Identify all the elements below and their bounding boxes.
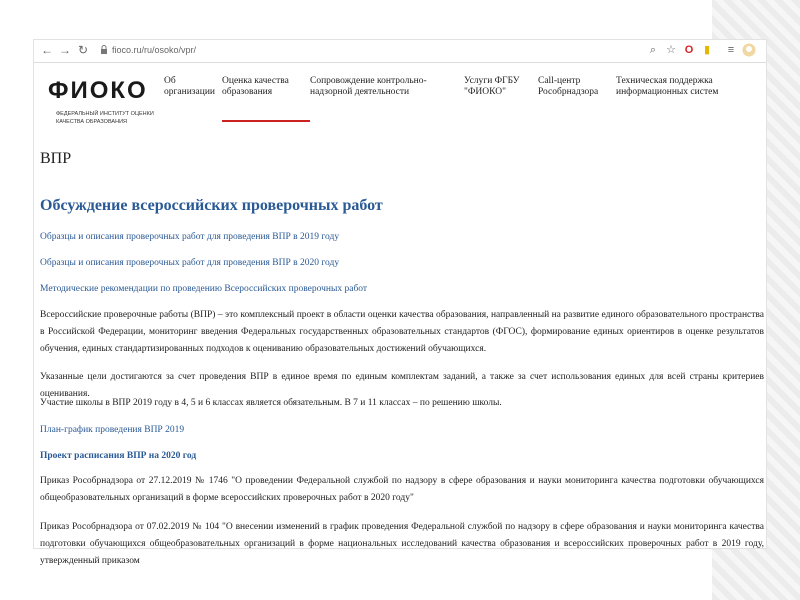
paragraph-goals: Указанные цели достигаются за счет проведения ВПР в единое время по единым комплектам заданий, а также за счет использования единых для всей страны критериев оценивания. (40, 372, 764, 399)
avatar-icon[interactable] (742, 43, 756, 57)
link-schedule-plan[interactable]: План-график проведения ВПР 2019 (40, 425, 185, 435)
star-icon[interactable]: ☆ (666, 44, 676, 56)
opera-icon[interactable]: O (684, 44, 694, 56)
paragraph-participation: Участие школы в ВПР 2019 году в 4, 5 и 6 классах является обязательным. В 7 и 11 классах – по решению школы. (40, 398, 502, 408)
nav-item-supervision[interactable]: Сопровождение контрольно- надзорной деятельности (310, 76, 427, 97)
active-nav-underline (222, 120, 310, 122)
nav-item-support[interactable]: Техническая поддержка информационных систем (616, 76, 719, 97)
forward-arrow-icon[interactable]: → (59, 43, 71, 57)
nav-item-about[interactable]: Об организации (164, 76, 216, 97)
logo-subtitle: ФЕДЕРАЛЬНЫЙ ИНСТИТУТ ОЦЕНКИ КАЧЕСТВА ОБРАЗОВАНИЯ (56, 111, 154, 125)
reload-icon[interactable]: ↻ (77, 43, 89, 57)
nav-item-quality[interactable]: Оценка качества образования (222, 76, 289, 97)
link-method-recommendations[interactable]: Методические рекомендации по проведению Всероссийских проверочных работ (40, 284, 368, 294)
page-title: ВПР (40, 150, 72, 167)
paragraph-order-1746: Приказ Рособрнадзора от 27.12.2019 № 1746 "О проведении Федеральной службой по надзору в сфере образования и науки мониторинга качества подготовки обучающихся общеобразовательных организаций в форме всероссийских проверочных работ в 2020 году" (40, 476, 764, 503)
paragraph-vpr-description: Всероссийские проверочные работы (ВПР) – это комплексный проект в области оценки качества образования, направленный на развитие единого образовательного пространства в Российской Федерации, мониторинг введения Федеральных государственных образовательных стандартов (ФГОС), формирование единых ориентиров в оценке результатов обучения, единых стандартизированных подходов к оцениванию образовательных достижений обучающихся. (40, 310, 764, 354)
back-arrow-icon[interactable]: ← (41, 43, 53, 57)
lock-icon (100, 45, 108, 54)
nav-item-callcenter[interactable]: Call-центр Рособрнадзора (538, 76, 599, 97)
address-bar[interactable]: fioco.ru/ru/osoko/vpr/ (112, 45, 197, 55)
link-samples-2020[interactable]: Образцы и описания проверочных работ для проведения ВПР в 2020 году (40, 258, 340, 268)
link-project-schedule[interactable]: Проект расписания ВПР на 2020 год (40, 451, 197, 461)
zoom-icon[interactable]: ⌕ (649, 44, 657, 56)
browser-screenshot (34, 40, 766, 566)
browser-toolbar (34, 40, 766, 63)
section-title: Обсуждение всероссийских проверочных работ (40, 197, 383, 214)
fioko-logo[interactable]: ФИОКО (48, 77, 148, 104)
nav-item-services[interactable]: Услуги ФГБУ "ФИОКО" (464, 76, 520, 97)
menu-icon[interactable]: ≡ (727, 44, 735, 56)
bookmark-icon[interactable]: ▮ (703, 44, 711, 56)
paragraph-order-104: Приказ Рособрнадзора от 07.02.2019 № 104 "О внесении изменений в график проведения Федеральной службой по надзору в сфере образования и науки мониторинга качества подготовки обучающихся общеобразовательных организаций в форме национальных исследований качества образования и всероссийских проверочных работ в 2019 году, утвержденный приказом (40, 522, 764, 566)
link-samples-2019[interactable]: Образцы и описания проверочных работ для проведения ВПР в 2019 году (40, 232, 340, 242)
